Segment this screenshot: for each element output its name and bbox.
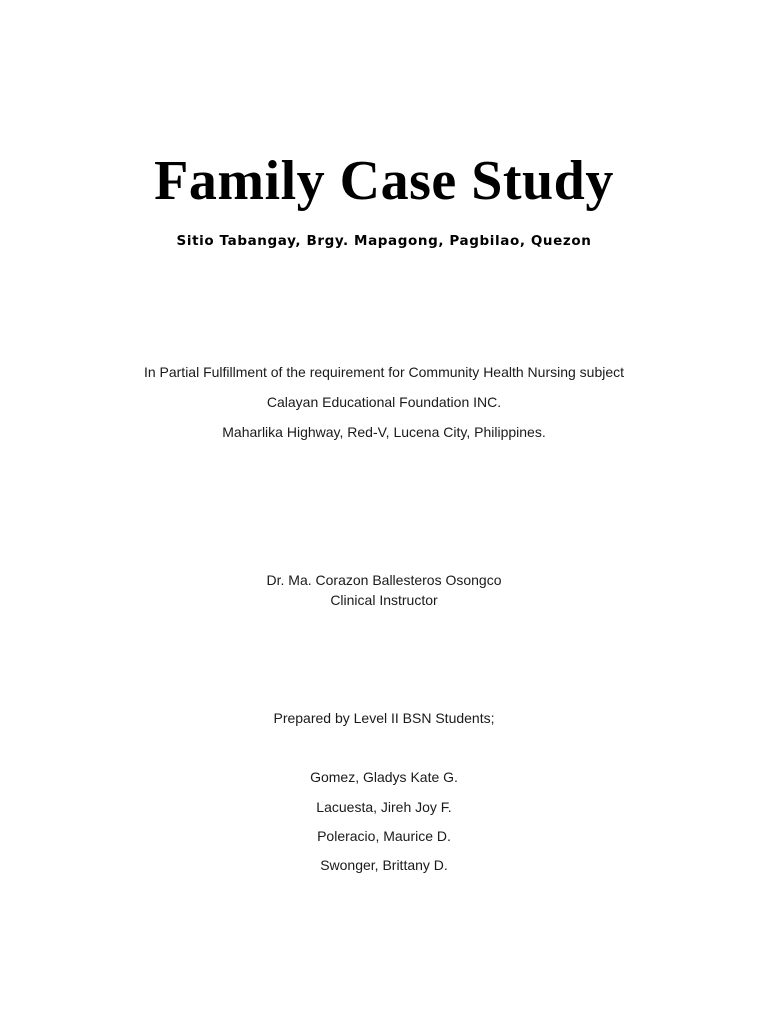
student-name: Poleracio, Maurice D. xyxy=(317,828,451,844)
location-subtitle: Sitio Tabangay, Brgy. Mapagong, Pagbilao, Quezon xyxy=(176,233,592,249)
instructor-name: Dr. Ma. Corazon Ballesteros Osongco xyxy=(266,572,502,588)
institution-name: Calayan Educational Foundation INC. xyxy=(266,394,502,410)
student-name: Gomez, Gladys Kate G. xyxy=(310,769,458,785)
prepared-by-label: Prepared by Level II BSN Students; xyxy=(273,710,495,726)
document-title: Family Case Study xyxy=(154,150,614,212)
student-name: Swonger, Brittany D. xyxy=(320,857,448,873)
fulfillment-statement: In Partial Fulfillment of the requirement for Community Health Nursing subject xyxy=(143,364,625,380)
institution-address: Maharlika Highway, Red-V, Lucena City, Philippines. xyxy=(222,424,546,440)
student-name: Lacuesta, Jireh Joy F. xyxy=(316,799,452,815)
instructor-role: Clinical Instructor xyxy=(330,592,438,608)
